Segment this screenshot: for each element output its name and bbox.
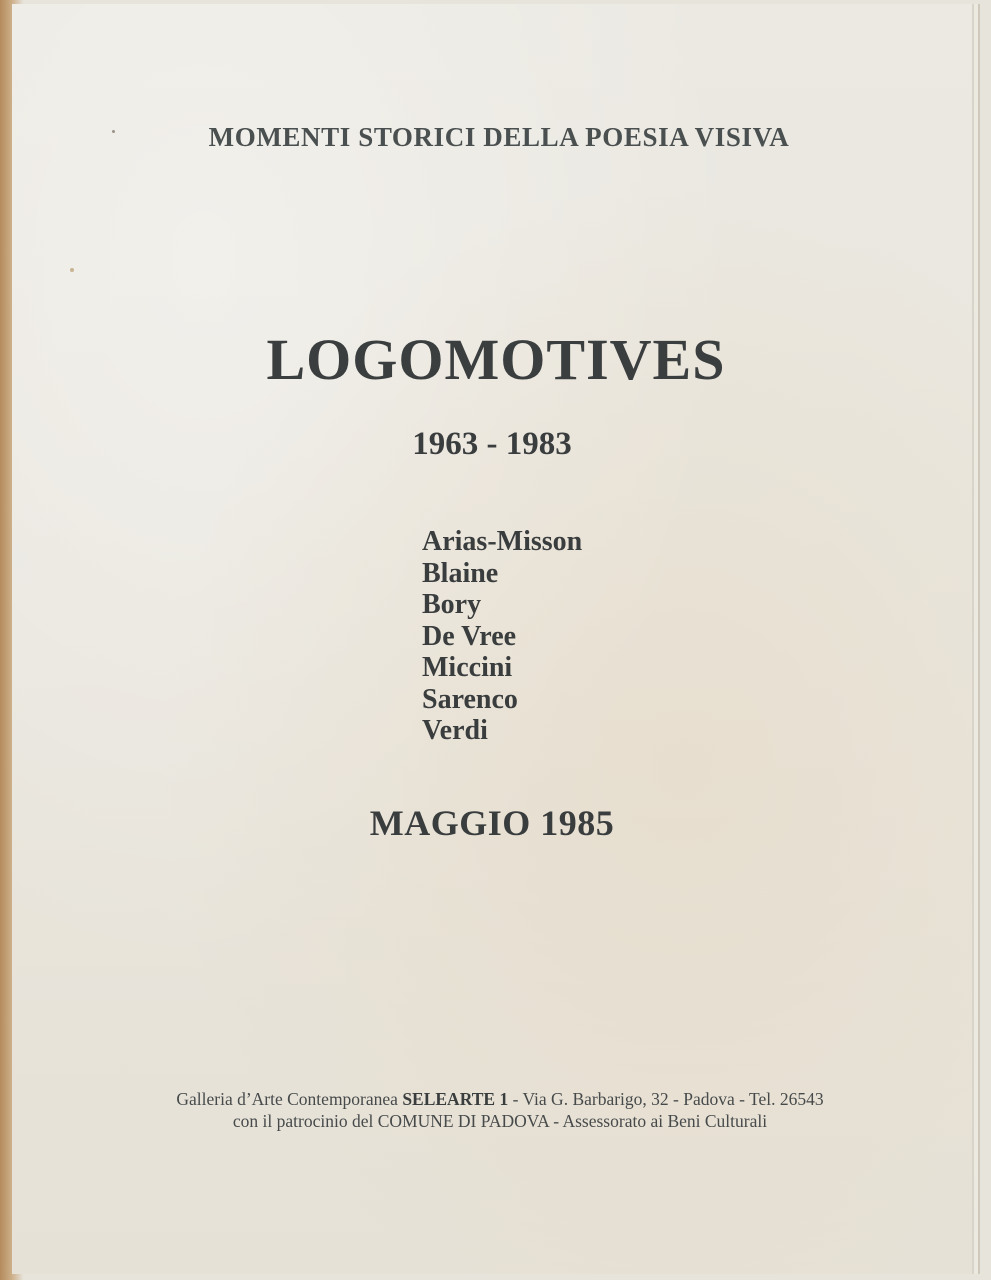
catalog-cover [12, 4, 972, 1274]
publisher-footer [12, 1088, 972, 1132]
footer-patronage-line: con il patrocinio del COMUNE DI PADOVA - Assessorato ai Beni Culturali [232, 1111, 768, 1131]
footer-gallery-prefix: Galleria d’Arte Contemporanea [176, 1089, 403, 1109]
artist-list [422, 526, 582, 747]
footer-address: - Via G. Barbarigo, 32 - Padova - Tel. 26543 [508, 1089, 824, 1109]
artist-name: Verdi [422, 715, 488, 746]
event-date: MAGGIO 1985 [369, 803, 615, 843]
artist-name: Blaine [422, 557, 499, 589]
artist-name: Sarenco [422, 683, 518, 715]
series-title: MOMENTI STORICI DELLA POESIA VISIVA [208, 122, 790, 152]
main-title: LOGOMOTIVES [266, 327, 726, 392]
period-dates: 1963 - 1983 [412, 426, 572, 462]
paper-speck [70, 268, 74, 272]
artist-name: Arias-Misson [422, 526, 583, 557]
gallery-name: SELEARTE 1 [402, 1089, 509, 1109]
artist-name: Bory [422, 589, 482, 620]
artist-name: Miccini [422, 652, 513, 683]
footer-gallery-line [28, 1088, 972, 1110]
artist-name: De Vree [422, 620, 517, 652]
